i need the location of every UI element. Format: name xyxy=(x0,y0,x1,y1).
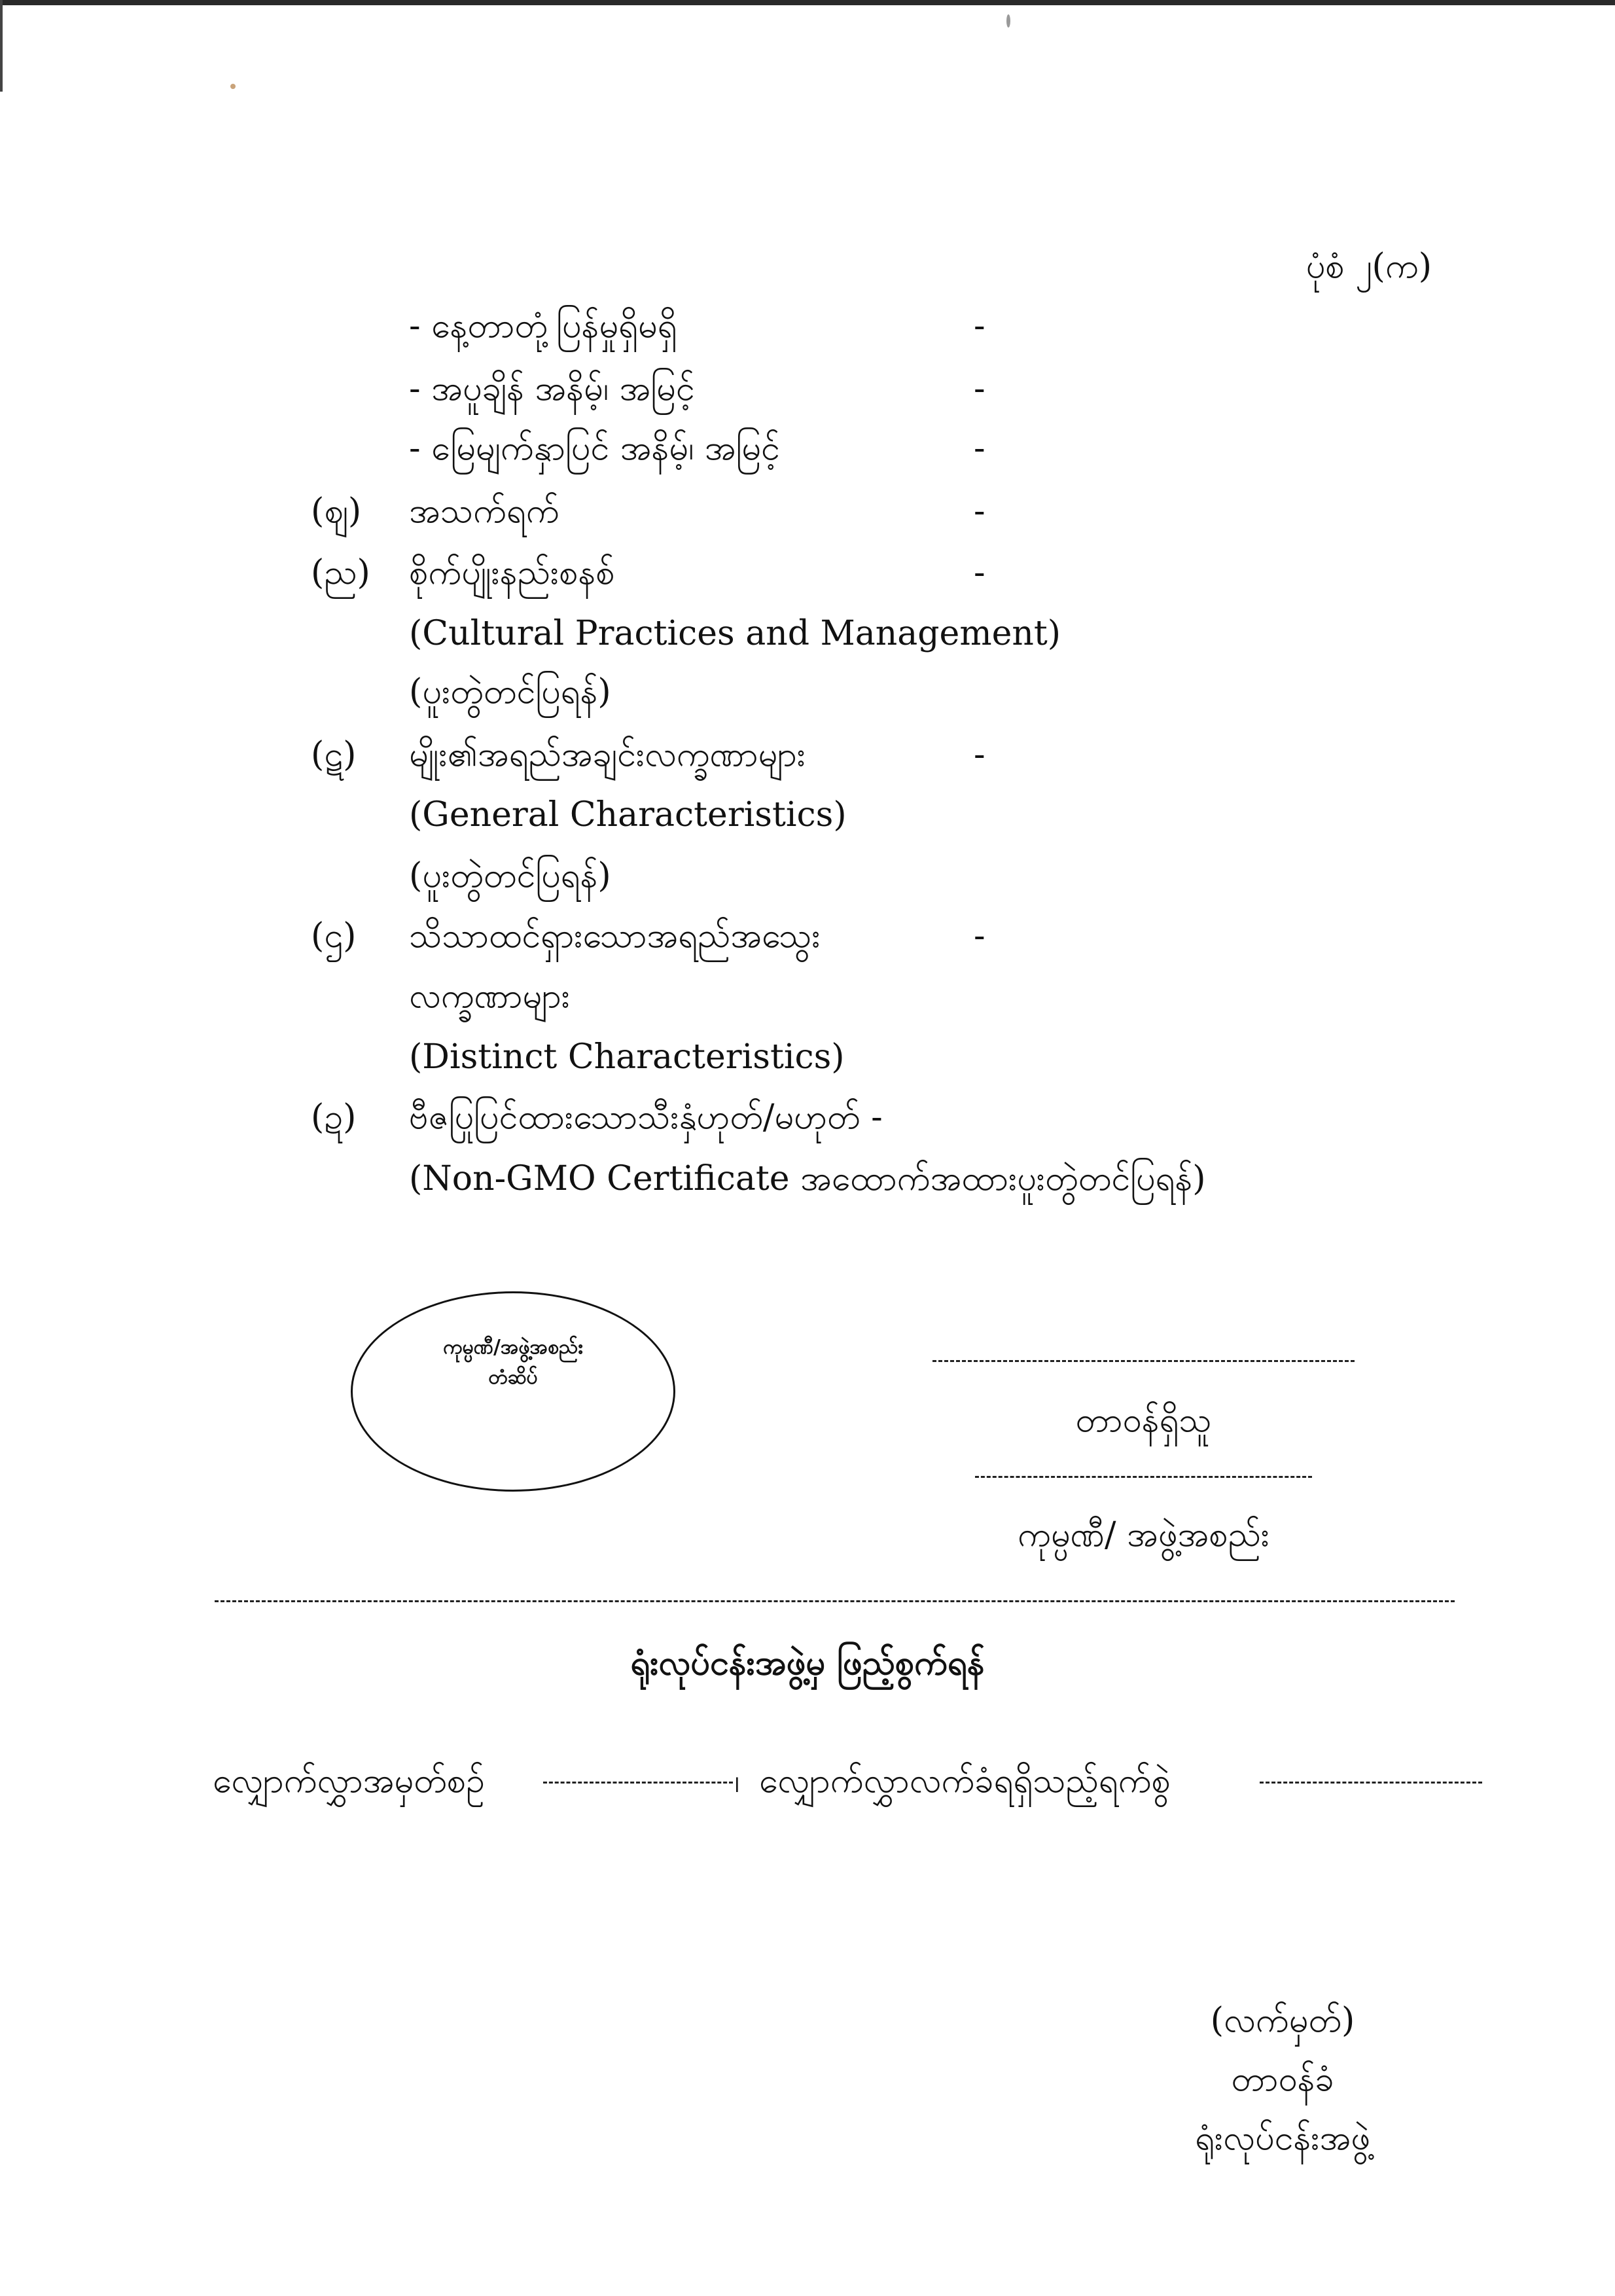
sub-item-label: - မြေမျက်နှာပြင် အနိမ့်၊ အမြင့် xyxy=(409,429,780,468)
item-note: (ပူးတွဲတင်ပြရန်) xyxy=(409,856,611,895)
organization-line xyxy=(975,1476,1312,1478)
organization-label: ကုမ္ပဏီ/ အဖွဲ့အစည်း xyxy=(1018,1515,1269,1554)
item-marker-jha: (ဈ) xyxy=(311,492,362,531)
sub-item-value: - xyxy=(974,429,985,468)
office-section-heading: ရုံးလုပ်ငန်းအဖွဲ့မှ ဖြည့်စွက်ရန် xyxy=(630,1643,985,1683)
item-label-general: မျိုး၏အရည်အချင်းလက္ခဏာများ xyxy=(409,735,806,774)
item-label-distinct-cont: လက္ခဏာများ xyxy=(409,977,570,1016)
section-divider xyxy=(215,1600,1455,1602)
item-label-age: အသက်ရက် xyxy=(409,492,559,531)
scan-speck xyxy=(1006,14,1010,27)
seal-line-2: တံဆိပ် xyxy=(488,1366,538,1389)
item-marker-dda: (ဍ) xyxy=(311,1098,357,1137)
sub-item-label: - နေ့တာတုံ့ပြန်မှုရှိမရှိ xyxy=(409,306,677,346)
form-number: ပုံစံ ၂(က) xyxy=(1305,247,1432,286)
sub-item-value: - xyxy=(974,369,985,408)
sub-item-label: - အပူချိန် အနိမ့်၊ အမြင့် xyxy=(409,369,695,408)
received-date-blank xyxy=(1260,1782,1482,1784)
seal-line-1: ကုမ္ပဏီ/အဖွဲ့အစည်း xyxy=(443,1336,583,1359)
item-label-distinct: သိသာထင်ရှားသောအရည်အသွေး xyxy=(409,916,821,956)
item-marker-nya: (ည) xyxy=(311,553,370,592)
item-value: - xyxy=(974,553,985,592)
responsible-person-label: တာဝန်ရှိသူ xyxy=(1075,1401,1212,1440)
sub-item-value: - xyxy=(974,306,985,346)
item-value: - xyxy=(974,916,985,956)
application-number-blank xyxy=(543,1782,733,1784)
item-marker-tta: (ဋ) xyxy=(311,735,357,774)
item-label-cultural: စိုက်ပျိုးနည်းစနစ် xyxy=(409,553,615,592)
item-english-general: (General Characteristics) xyxy=(409,795,847,834)
received-date-label: လျှောက်လွှာလက်ခံရရှိသည့်ရက်စွဲ xyxy=(759,1761,1171,1801)
officer-title: တာဝန်ခံ xyxy=(1231,2060,1334,2099)
application-number-label: လျှောက်လွှာအမှတ်စဉ် xyxy=(213,1761,485,1801)
item-marker-ttha: (ဌ) xyxy=(311,916,357,956)
signature-line xyxy=(932,1360,1355,1362)
office-name: ရုံးလုပ်ငန်းအဖွဲ့ xyxy=(1195,2119,1370,2158)
item-english-cultural: (Cultural Practices and Management) xyxy=(409,614,1061,653)
scan-speck xyxy=(230,84,236,89)
item-note: (ပူးတွဲတင်ပြရန်) xyxy=(409,672,611,711)
scan-top-edge xyxy=(0,0,1615,5)
scan-left-edge xyxy=(0,0,3,92)
item-value: - xyxy=(974,735,985,774)
separator-comma: ၊ xyxy=(734,1761,740,1801)
item-english-distinct: (Distinct Characteristics) xyxy=(409,1037,845,1077)
item-english-gmo: (Non-GMO Certificate အထောက်အထားပူးတွဲတင်ပြရန်) xyxy=(409,1159,1206,1198)
item-value: - xyxy=(974,492,985,531)
signature-label: (လက်မှတ်) xyxy=(1210,2001,1355,2040)
item-label-gmo: ဗီဇပြုပြင်ထားသောသီးနှံဟုတ်/မဟုတ် - xyxy=(409,1098,883,1137)
company-seal xyxy=(351,1291,675,1492)
